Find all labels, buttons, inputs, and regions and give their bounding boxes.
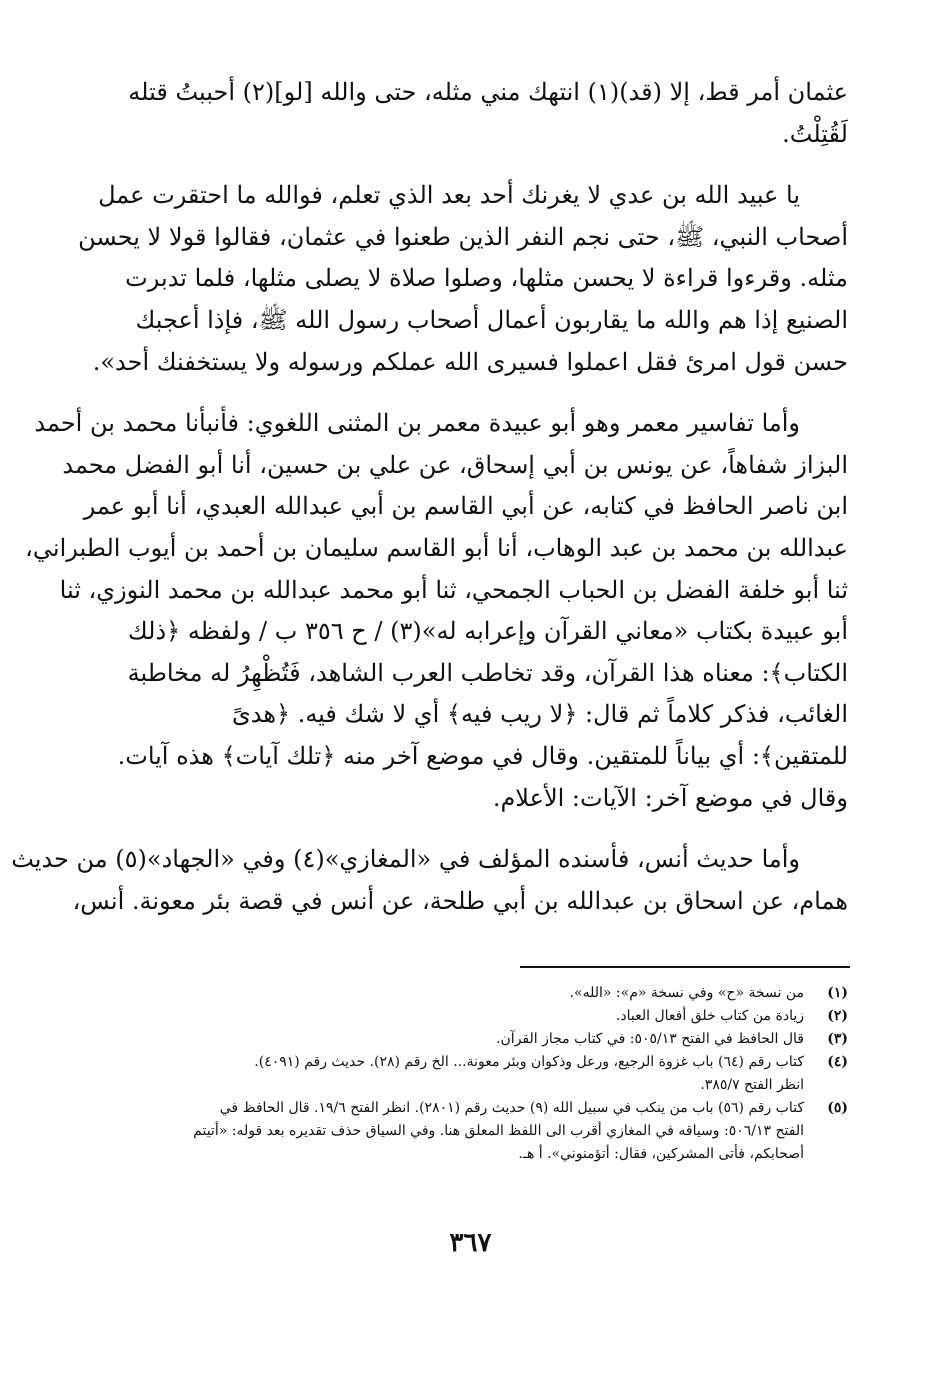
- text-line: الصنيع إذا هم والله ما يقاربون أعمال أصحاب رسول الله ﷺ، فإذا أعجبك: [135, 305, 848, 334]
- footnote-line: كتاب رقم (٥٦) باب من ينكب في سبيل الله (٩) حديث رقم (٢٨٠١). انظر الفتح ١٩/٦. قال الحافظ في: [219, 1100, 804, 1116]
- footnote-number: (٤): [827, 1054, 848, 1070]
- text-line: البزاز شفاهاً، عن يونس بن أبي إسحاق، عن علي بن حسين، أنا أبو الفضل محمد: [62, 450, 848, 479]
- paragraph-4: [11, 839, 848, 922]
- footnote-3: [96, 1028, 848, 1051]
- text-line: عبدالله بن محمد بن عبد الوهاب، أنا أبو القاسم سليمان بن أحمد بن أيوب الطبراني،: [25, 533, 848, 562]
- text-line: وأما تفاسير معمر وهو أبو عبيدة معمر بن المثنى اللغوي: فأنبأنا محمد بن أحمد: [34, 409, 800, 438]
- footnote-text: [96, 1051, 804, 1097]
- paragraph-2: [78, 175, 848, 383]
- footnote-line: أصحابكم، فأتى المشركين، فقال: أتؤمنوني». أ هـ.: [518, 1146, 804, 1162]
- footnote-text: [96, 1028, 804, 1051]
- text-line: حسن قول امرئ فقل اعملوا فسيرى الله عملكم ورسوله ولا يستخفنك أحد».: [92, 347, 848, 376]
- footnote-number: (١): [827, 985, 848, 1001]
- footnote-text: [96, 1005, 804, 1028]
- footnote-1: [96, 982, 848, 1005]
- footnote-2: [96, 1005, 848, 1028]
- footnote-number: (٥): [827, 1100, 848, 1116]
- text-line: وأما حديث أنس، فأسنده المؤلف في «المغازي»(٤) وفي «الجهاد»(٥) من حديث: [11, 845, 800, 874]
- text-line: لَقُتِلْتُ.: [782, 119, 848, 148]
- text-line: أصحاب النبي، ﷺ، حتى نجم النفر الذين طعنوا في عثمان، فقالوا قولا لا يحسن: [78, 222, 848, 251]
- text-line: عثمان أمر قط، إلا (قد)(١) انتهك مني مثله، حتى والله [لو](٢) أحببتُ قتله: [128, 78, 848, 106]
- text-line: همام، عن اسحاق بن عبدالله بن أبي طلحة، عن أنس في قصة بئر معونة. أنس،: [72, 886, 848, 915]
- footnote-text: [96, 1097, 804, 1166]
- text-line: ثنا أبو خلفة الفضل بن الحباب الجمحي، ثنا أبو محمد عبدالله بن محمد النوزي، ثنا: [59, 575, 848, 604]
- footnote-line: من نسخة «ح» وفي نسخة «م»: «الله».: [569, 985, 804, 1001]
- footnote-number: (٣): [827, 1031, 848, 1047]
- footnote-line: قال الحافظ في الفتح ٥٠٥/١٣: في كتاب مجاز القرآن.: [496, 1031, 804, 1047]
- footnote-line: الفتح ٥٠٦/١٣: وسياقه في المغازي أقرب الى اللفظ المعلق هنا. وفي السياق حذف تقديره بعد قوله: «أتيتم: [193, 1123, 804, 1139]
- text-line: للمتقين﴾: أي بياناً للمتقين. وقال في موضع آخر منه ﴿تلك آيات﴾ هذه آيات.: [117, 741, 848, 770]
- footnote-divider: [520, 966, 850, 968]
- paragraph-3: [25, 403, 848, 819]
- footnote-4: [96, 1051, 848, 1097]
- footnote-number: (٢): [827, 1008, 848, 1024]
- text-line: مثله. وقرءوا قراءة لا يحسن مثلها، وصلوا صلاة لا يصلى مثلها، فلما تدبرت: [125, 264, 848, 293]
- page-number: ٣٦٧: [449, 1228, 492, 1258]
- text-line: الكتاب﴾: معناه هذا القرآن، وقد تخاطب العرب الشاهد، فَتُظْهِرُ له مخاطبة: [127, 658, 848, 687]
- paragraph-1: [96, 72, 848, 155]
- footnote-text: [96, 982, 804, 1005]
- footnote-5: [96, 1097, 848, 1166]
- text-line: يا عبيد الله بن عدي لا يغرنك أحد بعد الذي تعلم، فوالله ما احتقرت عمل: [98, 181, 800, 210]
- main-text: [11, 72, 848, 922]
- text-line: ابن ناصر الحافظ في كتابه، عن أبي القاسم بن أبي عبدالله العبدي، أنا أبو عمر: [83, 492, 848, 521]
- text-line: أبو عبيدة بكتاب «معاني القرآن وإعرابه له»(٣) / ح ٣٥٦ ب / ولفظه ﴿ذلك: [127, 617, 848, 646]
- footnote-line: انظر الفتح ٣٨٥/٧.: [700, 1077, 804, 1093]
- text-line: وقال في موضع آخر: الآيات: الأعلام.: [492, 783, 848, 812]
- text-line: الغائب، فذكر كلاماً ثم قال: ﴿لا ريب فيه﴾ أي لا شك فيه. ﴿هدىً: [231, 700, 848, 729]
- footnote-line: كتاب رقم (٦٤) باب غزوة الرجيع، ورعل وذكوان وبئر معونة... الخ رقم (٢٨). حديث رقم (٤٠٩١).: [254, 1054, 804, 1070]
- footnotes: [96, 982, 848, 1166]
- footnote-line: زيادة من كتاب خلق أفعال العباد.: [615, 1008, 804, 1024]
